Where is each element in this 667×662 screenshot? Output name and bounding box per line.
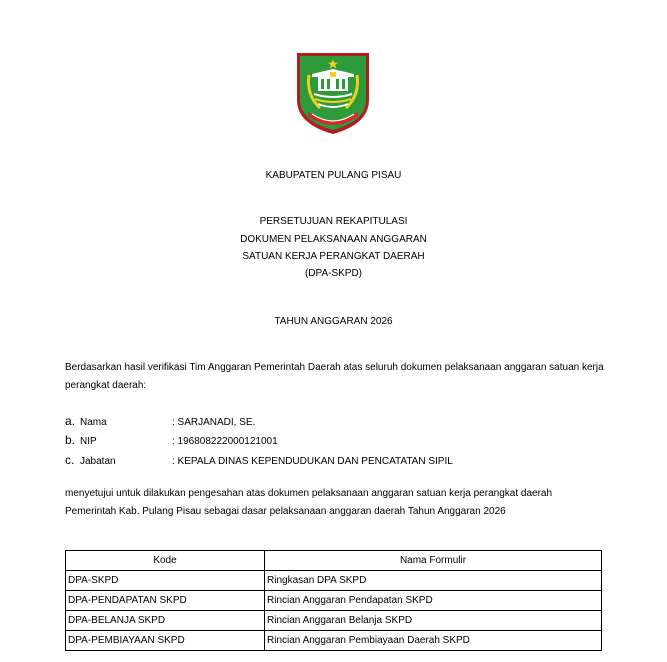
field-value: : 196808222000121001 <box>172 436 278 447</box>
fiscal-year: TAHUN ANGGARAN 2026 <box>274 316 393 327</box>
title-line-4: (DPA-SKPD) <box>304 268 363 279</box>
cell-kode: DPA-PENDAPATAN SKPD <box>66 591 265 611</box>
field-row-position <box>65 452 453 468</box>
field-row-nip <box>65 432 278 448</box>
cell-nama-formulir: Rincian Anggaran Belanja SKPD <box>265 611 602 631</box>
table-row <box>66 571 602 591</box>
field-value: : SARJANADI, SE. <box>172 417 256 428</box>
cell-kode: DPA-PEMBIAYAAN SKPD <box>66 631 265 651</box>
field-row-name <box>65 413 255 429</box>
cell-nama-formulir: Ringkasan DPA SKPD <box>265 571 602 591</box>
title-line-3: SATUAN KERJA PERANGKAT DAERAH <box>242 251 425 262</box>
field-marker: c. <box>65 453 75 467</box>
field-marker: b. <box>65 433 76 447</box>
approval-paragraph: menyetujui untuk dilakukan pengesahan atas dokumen pelaksanaan anggaran satuan kerja perangkat daerah Pemerintah Kab. Pulang Pisau sebagai dasar pelaksanaan anggaran daerah Tahun Anggaran 2026 <box>65 488 553 517</box>
regency-emblem <box>294 50 372 136</box>
cell-kode: DPA-BELANJA SKPD <box>66 611 265 631</box>
column-header-nama-formulir: Nama Formulir <box>265 551 602 571</box>
intro-paragraph: Berdasarkan hasil verifikasi Tim Anggaran Pemerintah Daerah atas seluruh dokumen pelaksanaan anggaran satuan kerja perangkat daerah: <box>65 362 604 391</box>
field-value: : KEPALA DINAS KEPENDUDUKAN DAN PENCATATAN SIPIL <box>172 456 453 467</box>
cell-nama-formulir: Rincian Anggaran Pendapatan SKPD <box>265 591 602 611</box>
column-header-kode: Kode <box>66 551 265 571</box>
field-marker: a. <box>65 414 76 428</box>
field-label: Nama <box>80 417 107 428</box>
region-heading: KABUPATEN PULANG PISAU <box>265 170 402 181</box>
title-line-1: PERSETUJUAN REKAPITULASI <box>259 216 408 227</box>
form-list-table <box>65 550 602 651</box>
title-line-2: DOKUMEN PELAKSANAAN ANGGARAN <box>240 234 427 245</box>
table-row <box>66 591 602 611</box>
table-row <box>66 631 602 651</box>
table-row <box>66 611 602 631</box>
field-label: Jabatan <box>80 456 116 467</box>
field-label: NIP <box>80 436 97 447</box>
table-header-row <box>66 551 602 571</box>
cell-kode: DPA-SKPD <box>66 571 265 591</box>
cell-nama-formulir: Rincian Anggaran Pembiayaan Daerah SKPD <box>265 631 602 651</box>
